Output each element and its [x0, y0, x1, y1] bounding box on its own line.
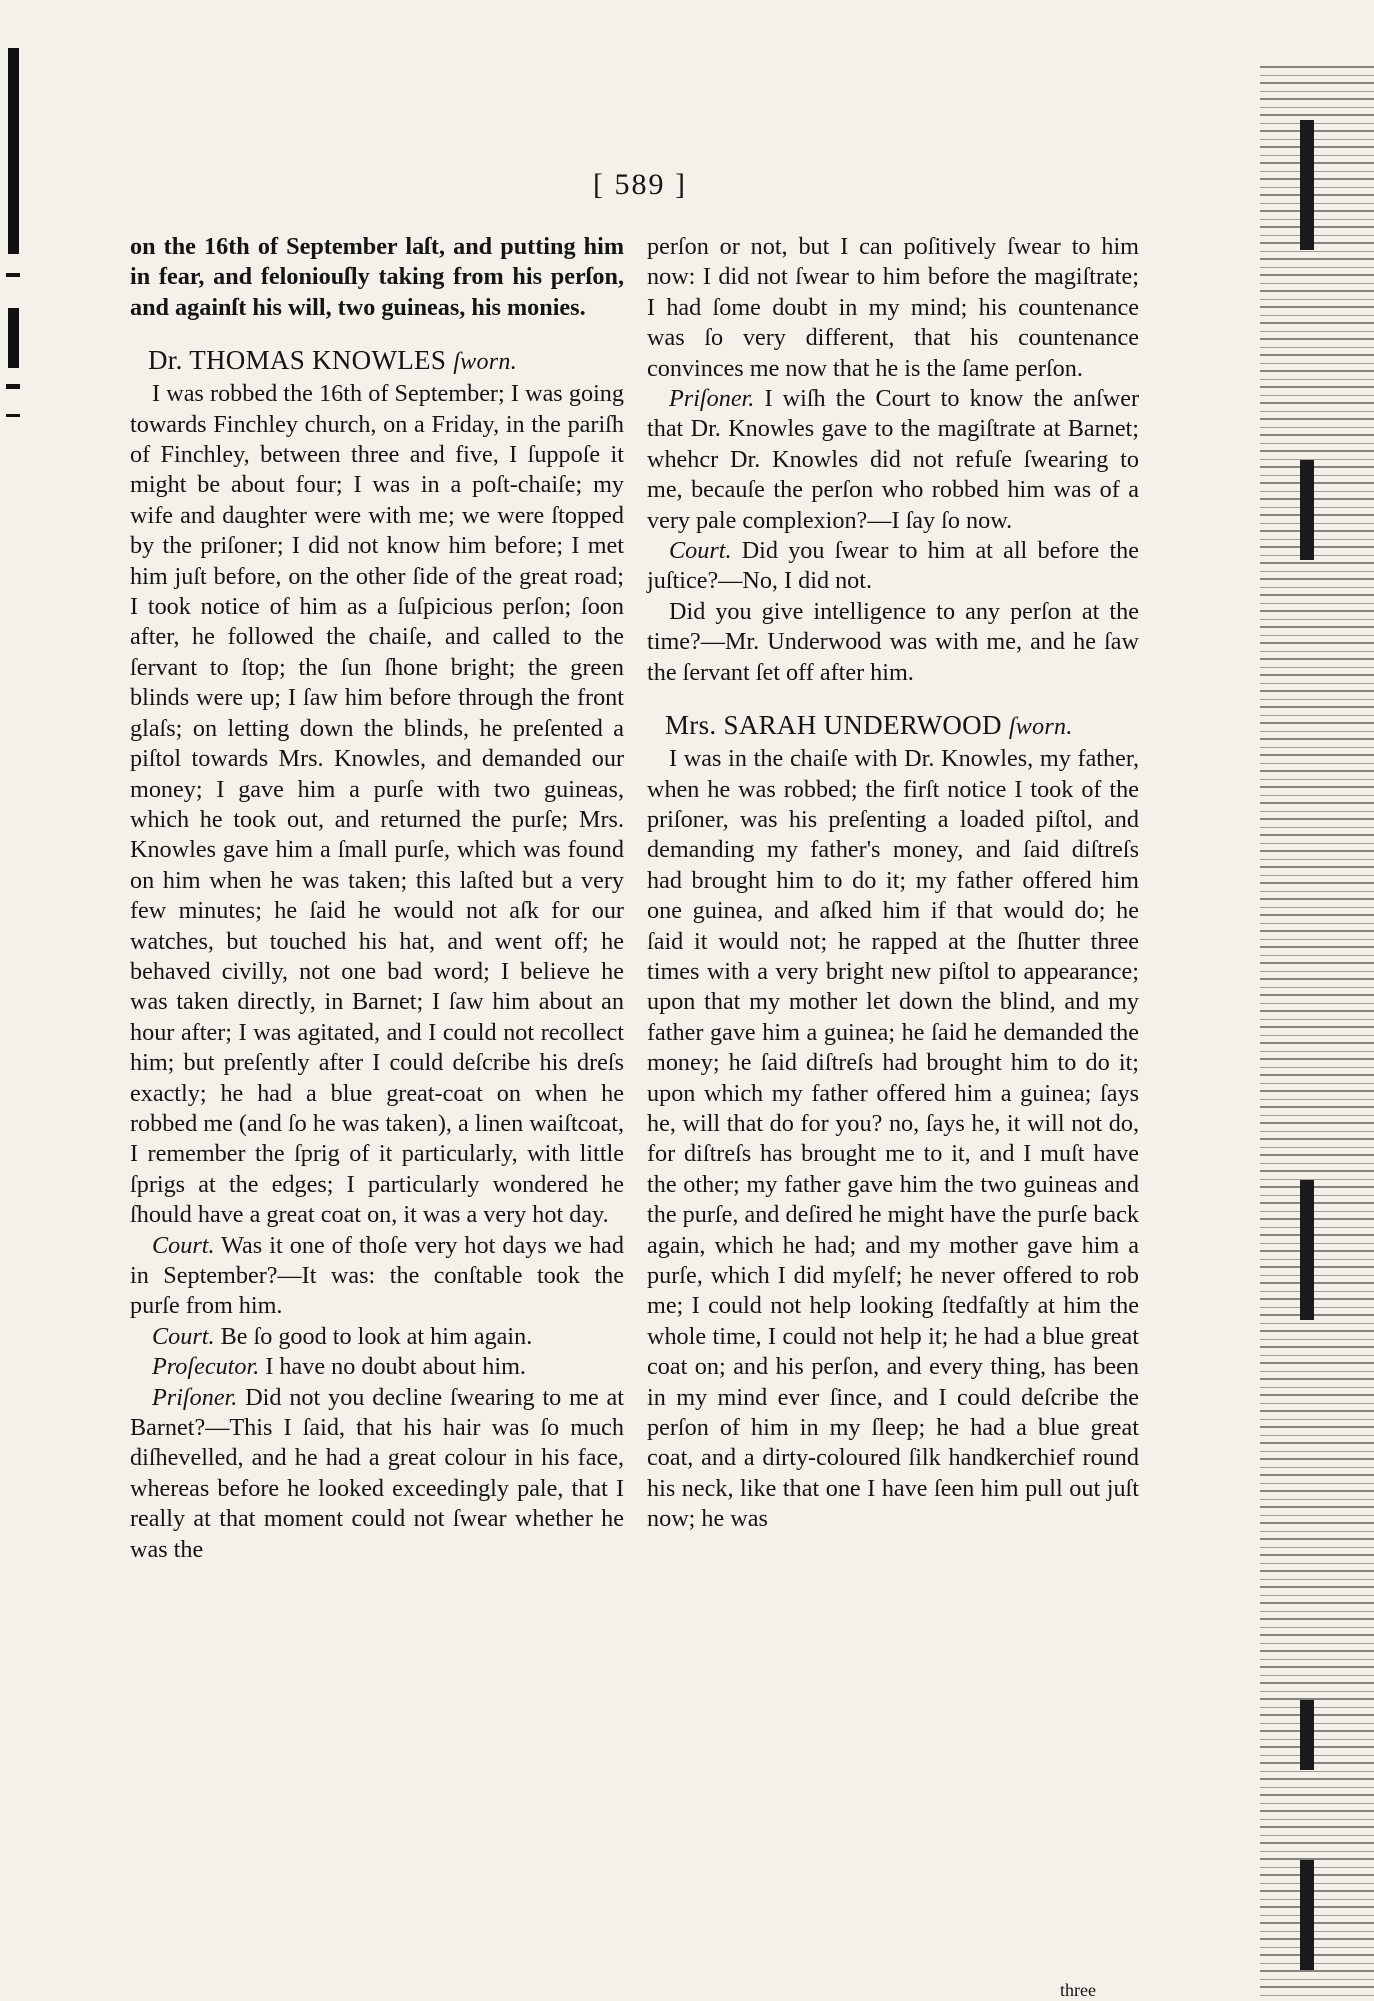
- speaker-label: Court.: [152, 1322, 215, 1350]
- witness-heading-knowles: [130, 343, 624, 379]
- witness-name: Mrs. SARAH UNDERWOOD: [665, 710, 1002, 741]
- prosecutor-answer: [130, 1352, 624, 1382]
- edge-bar-4: [1300, 1700, 1314, 1770]
- speech-text: Be ſo good to look at him again.: [214, 1322, 533, 1350]
- court-question-3: [647, 536, 1139, 597]
- speech-text: Did not you decline ſwearing to me at Barnet?—This I ſaid, that his hair was ſo much diſhevelled, and he had a great colour in his face, whereas before he looked exceedingly pale, that I really at that moment could not ſwear whether he was the: [130, 1383, 624, 1563]
- edge-bar-5: [1300, 1860, 1314, 1970]
- edge-bar-2: [1300, 460, 1314, 560]
- speaker-label: Proſecutor.: [152, 1353, 260, 1381]
- right-column: [647, 232, 1139, 1535]
- speech-text: I wiſh the Court to know the anſwer that Dr. Knowles gave to the magiſtrate at Barnet; whehcr Dr. Knowles did not refuſe ſwearing to me, becauſe the perſon who robbed him was of a very pale complexion?—I ſay ſo now.: [647, 385, 1139, 534]
- speech-text: Was it one of thoſe very hot days we had in September?—It was: the conſtable took the purſe from him.: [130, 1231, 624, 1320]
- witness-heading-underwood: [647, 708, 1139, 744]
- speaker-label: Priſoner.: [669, 385, 755, 413]
- indictment-continuation: on the 16th of September laſt, and putting him in fear, and feloniouſly taking from his perſon, and againſt his will, two guineas, his monies.: [130, 233, 624, 321]
- witness-name: Dr. THOMAS KNOWLES: [148, 345, 447, 376]
- intelligence-question: Did you give intelligence to any perſon at the time?—Mr. Underwood was with me, and he ſaw the ſervant ſet off after him.: [647, 597, 1139, 686]
- margin-dash-3: [6, 414, 20, 417]
- left-column: [130, 232, 624, 1565]
- speech-text: I have no doubt about him.: [259, 1353, 526, 1381]
- edge-bar-1: [1300, 120, 1314, 250]
- margin-bar-top: [8, 48, 19, 254]
- court-question-2: [130, 1322, 624, 1352]
- speaker-label: Court.: [669, 537, 732, 565]
- prisoner-question-1: [130, 1383, 624, 1565]
- speaker-label: Priſoner.: [152, 1383, 238, 1411]
- page-edge-shadow: [1260, 60, 1374, 2000]
- court-question-1: [130, 1231, 624, 1322]
- speech-text: Did you ſwear to him at all before the juſtice?—No, I did not.: [647, 537, 1139, 595]
- sworn-label: ſworn.: [453, 349, 518, 376]
- edge-bar-3: [1300, 1180, 1314, 1320]
- sworn-label: ſworn.: [1008, 714, 1073, 741]
- underwood-testimony: I was in the chaiſe with Dr. Knowles, my father, when he was robbed; the firſt notice I took of the priſoner, was his preſenting a loaded piſtol, and demanding my father's money, and ſaid diſtreſs had brought him to do it; my father offered him one guinea, and aſked him if that would do; he ſaid it would not; he rapped at the ſhutter three times with a very bright new piſtol to appearance; upon that my mother let down the blind, and my father gave him a guinea; he ſaid he demanded the money; he ſaid diſtreſs had brought him to do it; upon which my father offered him a guinea; ſays he, will that do for you? no, ſays he, it will not do, for diſtreſs has brought me to it, and I muſt have the other; my father gave him the two guineas and the purſe, and deſired he might have the purſe back again, which he had; and my mother gave him a purſe, which I did myſelf; he never offered to rob me; I could not help looking ſtedfaſtly at him the whole time, I could not help it; he had a blue great coat on; and his perſon, and every thing, has been in my mind ever ſince, and I could deſcribe the perſon of him in my ſleep; he had a blue great coat, and a dirty-coloured ſilk handkerchief round his neck, like that one I have ſeen him pull out juſt now; he was: [647, 745, 1139, 1533]
- margin-dash-1: [6, 273, 20, 277]
- margin-bar-mid: [8, 308, 19, 368]
- prisoner-question-2: [647, 384, 1139, 536]
- catchword: three: [1060, 1980, 1096, 2000]
- knowles-continuation: perſon or not, but I can poſitively ſwear to him now: I did not ſwear to him before the magiſtrate; I had ſome doubt in my mind; his countenance was ſo very different, that his countenance convinces me now that he is the ſame perſon.: [647, 233, 1139, 382]
- speaker-label: Court.: [152, 1231, 215, 1259]
- margin-dash-2: [6, 384, 20, 389]
- page-number: [ 589 ]: [593, 168, 687, 201]
- knowles-testimony: I was robbed the 16th of September; I was going towards Finchley church, on a Friday, in the pariſh of Finchley, between three and five, I ſuppoſe it might be about four; I was in a poſt-chaiſe; my wife and daughter were with me; we were ſtopped by the priſoner; I did not know him before; I met him juſt before, on the other ſide of the great road; I took notice of him as a ſuſpicious perſon; ſoon after, he followed the chaiſe, and called to the ſervant to ſtop; the ſun ſhone bright; the green blinds were up; I ſaw him before through the front glaſs; on letting down the blinds, he preſented a piſtol towards Mrs. Knowles, and demanded our money; I gave him a purſe with two guineas, which he took out, and returned the purſe; Mrs. Knowles gave him a ſmall purſe, which was found on him when he was taken; this laſted but a very few minutes; he ſaid he would not aſk for our watches, but touched his hat, and went off; he behaved civilly, not one bad word; I believe he was taken directly, in Barnet; I ſaw him about an hour after; I was agitated, and I could not recollect him; but preſently after I could deſcribe his dreſs exactly; he had a blue great-coat on when he robbed me (and ſo he was taken), a linen waiſtcoat, I remember the ſprig of it particularly, with little ſprigs at the edges; I particularly wondered he ſhould have a great coat on, it was a very hot day.: [130, 380, 624, 1229]
